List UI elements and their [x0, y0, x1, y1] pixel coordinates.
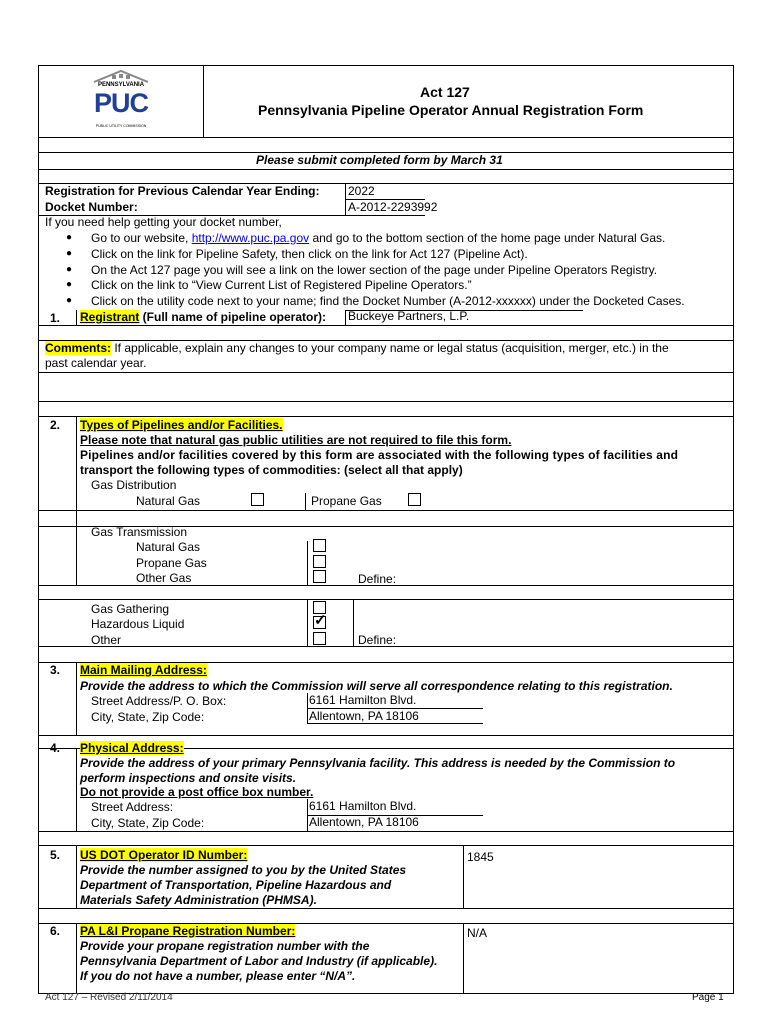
bullet-dot: ●	[66, 232, 73, 243]
registrant-field[interactable]: Buckeye Partners, L.P.	[348, 309, 470, 323]
section-4-desc-2: perform inspections and onsite visits.	[80, 771, 297, 785]
transmission-natural-gas-label: Natural Gas	[136, 540, 201, 554]
physical-street-label: Street Address:	[91, 800, 174, 814]
year-label: Registration for Previous Calendar Year Ending:	[45, 184, 320, 198]
hazardous-liquid-checkbox[interactable]	[313, 612, 327, 629]
section-2-number: 2.	[50, 418, 61, 432]
mailing-city-field[interactable]: Allentown, PA 18106	[309, 709, 419, 723]
section-2-title: Types of Pipelines and/or Facilities.	[80, 418, 283, 432]
docket-label: Docket Number:	[45, 200, 138, 214]
physical-city-field[interactable]: Allentown, PA 18106	[309, 815, 419, 829]
section-6-desc-2: Pennsylvania Department of Labor and Industry (if applicable).	[80, 954, 438, 968]
puc-website-link[interactable]: http://www.puc.pa.gov	[191, 231, 310, 245]
form-title-act: Act 127	[420, 84, 470, 100]
transmission-propane-gas-label: Propane Gas	[136, 556, 207, 570]
hazardous-liquid-label: Hazardous Liquid	[91, 617, 185, 631]
form-title: Pennsylvania Pipeline Operator Annual Registration Form	[258, 102, 644, 118]
section-3-desc: Provide the address to which the Commission will serve all correspondence relating to this registration.	[80, 679, 673, 693]
help-bullet-2: Click on the link for Pipeline Safety, then click on the link for Act 127 (Pipeline Act).	[91, 247, 528, 261]
comments-label: Comments:	[45, 341, 112, 355]
gas-distribution-label: Gas Distribution	[91, 478, 177, 492]
section-2-desc-1: Pipelines and/or facilities covered by this form are associated with the following types of facilities and	[80, 448, 679, 462]
physical-street-field[interactable]: 6161 Hamilton Blvd.	[309, 799, 417, 813]
help-intro: If you need help getting your docket number,	[45, 215, 282, 229]
section-2-desc-2: transport the following types of commodities: (select all that apply)	[80, 463, 463, 477]
comments-field[interactable]	[39, 372, 732, 400]
section-4-number: 4.	[50, 741, 61, 755]
section-6-desc-1: Provide your propane registration number with the	[80, 939, 370, 953]
footer-revision: Act 127 – Revised 2/11/2014	[45, 992, 173, 1003]
other-label: Other	[91, 633, 122, 647]
transmission-propane-gas-checkbox[interactable]	[313, 555, 326, 568]
year-field[interactable]: 2022	[348, 184, 375, 198]
section-6-title: PA L&I Propane Registration Number:	[80, 924, 296, 938]
transmission-other-gas-checkbox[interactable]	[313, 570, 326, 583]
mailing-street-label: Street Address/P. O. Box:	[91, 694, 227, 708]
bullet-dot: ●	[66, 248, 73, 259]
section-4-desc-3: Do not provide a post office box number.	[80, 785, 314, 799]
section-1-number: 1.	[50, 311, 61, 325]
dot-operator-id-field[interactable]: 1845	[467, 850, 494, 864]
distribution-natural-gas-checkbox[interactable]	[251, 493, 264, 506]
comments-text: If applicable, explain any changes to your company name or legal status (acquisition, merger, etc.) in the	[111, 341, 669, 355]
section-5-desc-1: Provide the number assigned to you by the United States	[80, 863, 407, 877]
docket-field[interactable]: A-2012-2293992	[348, 200, 438, 214]
section-3-title: Main Mailing Address:	[80, 663, 207, 677]
bullet-dot: ●	[66, 295, 73, 306]
mailing-city-label: City, State, Zip Code:	[91, 710, 205, 724]
logo-main-text: PUC	[93, 88, 148, 118]
transmission-define-label: Define:	[358, 572, 397, 586]
section-5-number: 5.	[50, 848, 61, 862]
distribution-natural-gas-label: Natural Gas	[136, 494, 201, 508]
other-define-label: Define:	[358, 633, 397, 647]
registrant-label-rest: (Full name of pipeline operator):	[139, 310, 327, 324]
check-icon: ✓	[314, 612, 327, 629]
section-4-title: Physical Address:	[80, 741, 184, 755]
help-bullet-4: Click on the link to “View Current List of Registered Pipeline Operators.”	[91, 278, 472, 292]
mailing-street-field[interactable]: 6161 Hamilton Blvd.	[309, 693, 417, 707]
help-bullet-5: Click on the utility code next to your name; find the Docket Number (A-2012-xxxxxx) under the Docketed Cases.	[91, 294, 685, 308]
section-5-desc-3: Materials Safety Administration (PHMSA).	[80, 893, 317, 907]
comments-line-2: past calendar year.	[45, 356, 147, 370]
section-6-desc-3: If you do not have a number, please enter “N/A”.	[80, 969, 356, 983]
distribution-propane-gas-checkbox[interactable]	[408, 493, 421, 506]
comments-line-1	[45, 341, 669, 355]
help-bullet-1-text-end: and go to the bottom section of the home page under Natural Gas.	[309, 231, 666, 245]
footer-page-number: Page 1	[692, 992, 724, 1003]
propane-registration-field[interactable]: N/A	[467, 926, 488, 940]
other-checkbox[interactable]	[313, 632, 326, 645]
bullet-dot: ●	[66, 264, 73, 275]
logo-top-text: PENNSYLVANIA	[97, 82, 145, 88]
gas-transmission-label: Gas Transmission	[91, 525, 188, 539]
gas-gathering-label: Gas Gathering	[91, 602, 170, 616]
help-bullet-1	[91, 231, 665, 245]
section-5-title: US DOT Operator ID Number:	[80, 848, 248, 862]
section-2-note: Please note that natural gas public utilities are not required to file this form.	[80, 433, 512, 447]
submit-notice: Please submit completed form by March 31	[256, 153, 503, 167]
physical-city-label: City, State, Zip Code:	[91, 816, 205, 830]
bullet-dot: ●	[66, 279, 73, 290]
help-bullet-3: On the Act 127 page you will see a link on the lower section of the page under Pipeline Operators Registry.	[91, 263, 658, 277]
distribution-propane-gas-label: Propane Gas	[311, 494, 382, 508]
section-3-number: 3.	[50, 663, 61, 677]
logo-sub-text: PUBLIC UTILITY COMMISSION	[95, 124, 147, 128]
registrant-label	[80, 310, 326, 324]
registrant-label-highlight: Registrant	[80, 310, 140, 324]
section-6-number: 6.	[50, 924, 61, 938]
transmission-natural-gas-checkbox[interactable]	[313, 539, 326, 552]
section-4-desc-1: Provide the address of your primary Pennsylvania facility. This address is needed by the Commission to	[80, 756, 676, 770]
section-5-desc-2: Department of Transportation, Pipeline Hazardous and	[80, 878, 392, 892]
transmission-other-gas-label: Other Gas	[136, 571, 192, 585]
help-bullet-1-text: Go to our website,	[91, 231, 192, 245]
